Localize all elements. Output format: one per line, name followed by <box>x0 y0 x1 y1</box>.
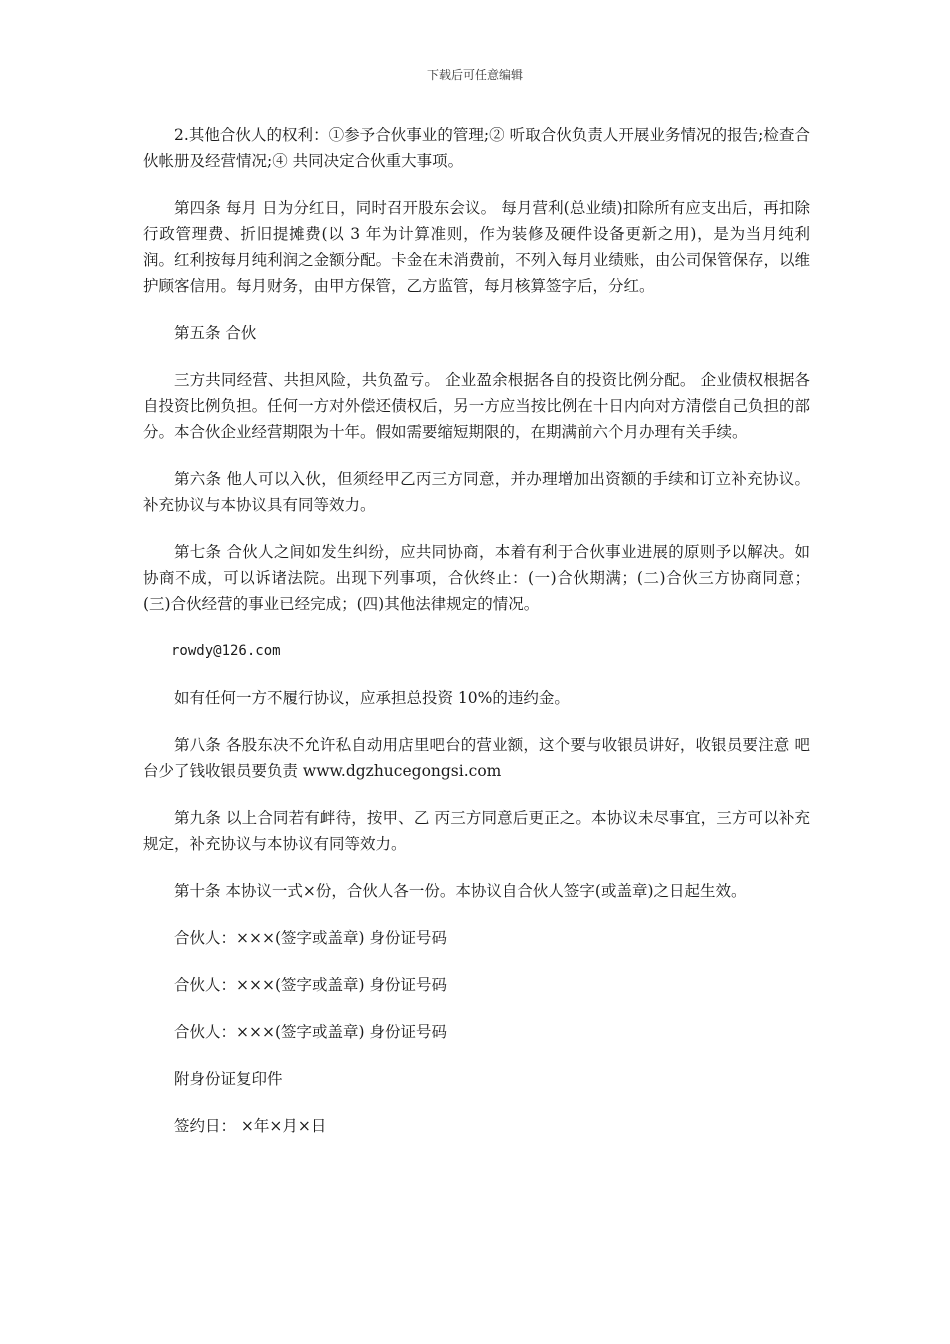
partner-signature-line-2: 合伙人：×××(签字或盖章) 身份证号码 <box>174 976 447 994</box>
article-5-heading: 第五条 合伙 <box>174 324 257 342</box>
id-copy-attachment-line: 附身份证复印件 <box>174 1070 283 1088</box>
article-10-paragraph: 第十条 本协议一式×份，合伙人各一份。本协议自合伙人签字(或盖章)之日起生效。 <box>174 882 747 900</box>
article-7-paragraph: 第七条 合伙人之间如发生纠纷，应共同协商，本着有利于合伙事业进展的原则予以解决。如协商不成，可以诉诸法院。出现下列事项，合伙终止：(一)合伙期满；(二)合伙三方协商同意；(三)合伙经营的事业已经完成；(四)其他法律规定的情况。 <box>143 543 810 613</box>
article-9-paragraph: 第九条 以上合同若有衅待，按甲、乙 丙三方同意后更正之。本协议未尽事宜，三方可以补充规定，补充协议与本协议有同等效力。 <box>143 809 810 853</box>
article-6-paragraph: 第六条 他人可以入伙，但须经甲乙丙三方同意，并办理增加出资额的手续和订立补充协议。补充协议与本协议具有同等效力。 <box>143 470 810 514</box>
partner-rights-paragraph: 2.其他合伙人的权利：①参予合伙事业的管理;② 听取合伙负责人开展业务情况的报告;检查合伙帐册及经营情况;④ 共同决定合伙重大事项。 <box>143 126 810 170</box>
partner-signature-line-1: 合伙人：×××(签字或盖章) 身份证号码 <box>174 929 447 947</box>
signing-date-line: 签约日： ×年×月×日 <box>174 1117 327 1135</box>
article-5-paragraph: 三方共同经营、共担风险，共负盈亏。 企业盈余根据各自的投资比例分配。 企业债权根据各自投资比例负担。任何一方对外偿还债权后，另一方应当按比例在十日内向对方清偿自己负担的部分。本合伙企业经营期限为十年。假如需要缩短期限的，在期满前六个月办理有关手续。 <box>143 371 810 441</box>
article-4-paragraph: 第四条 每月 日为分红日，同时召开股东会议。 每月营利(总业绩)扣除所有应支出后，再扣除行政管理费、折旧提摊费(以 3 年为计算准则，作为装修及硬件设备更新之用)，是为当月纯利润。红利按每月纯利润之金额分配。卡金在未消费前，不列入每月业绩账，由公司保管保存，以维护顾客信用。每月财务，由甲方保管，乙方监管，每月核算签字后，分红。 <box>143 199 810 295</box>
email-line: rowdy@126.com <box>171 643 281 659</box>
page-header-note: 下载后可任意编辑 <box>426 68 523 82</box>
article-8-paragraph: 第八条 各股东决不允许私自动用店里吧台的营业额，这个要与收银员讲好，收银员要注意 吧台少了钱收银员要负责 www.dgzhucegongsi.com <box>143 736 810 780</box>
document-body <box>143 122 810 1160</box>
penalty-paragraph: 如有任何一方不履行协议，应承担总投资 10%的违约金。 <box>174 689 570 707</box>
partner-signature-line-3: 合伙人：×××(签字或盖章) 身份证号码 <box>174 1023 447 1041</box>
